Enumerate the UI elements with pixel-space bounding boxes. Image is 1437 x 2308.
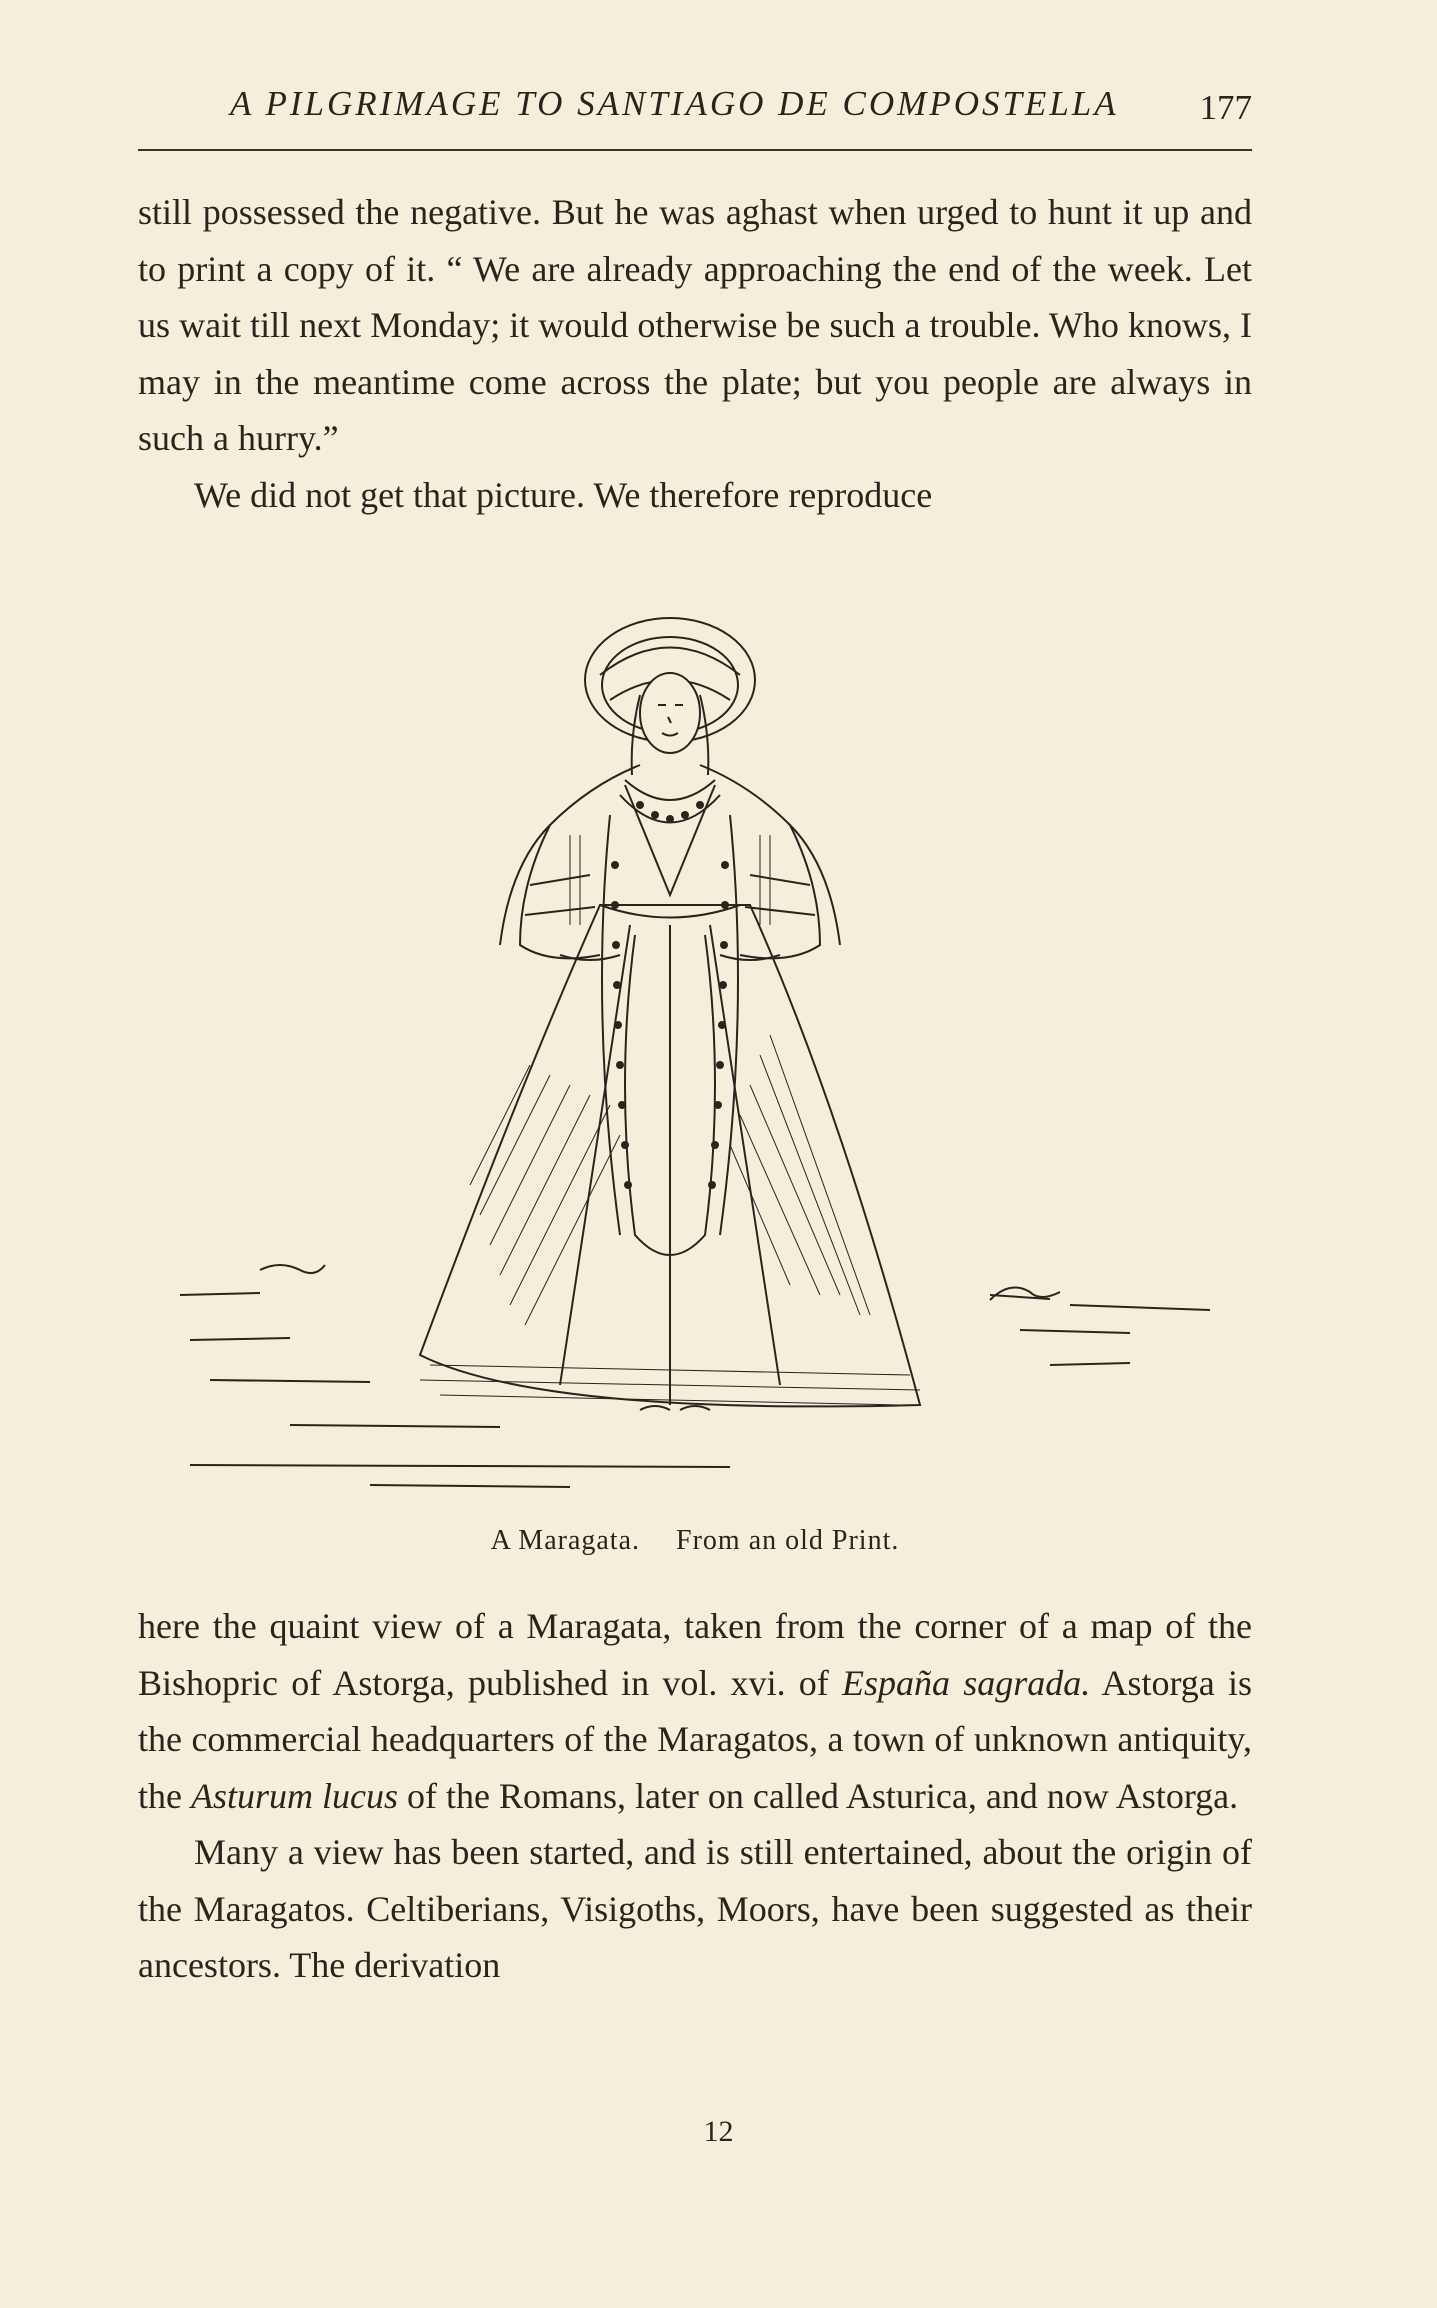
signature-mark: 12 — [703, 2115, 734, 2148]
paragraph: Many a view has been started, and is still entertained, about the origin of the Maragatos. Celtiberians, Visigoths, Moors, have been suggested as their ancestors. The derivation — [138, 1832, 1252, 1985]
text-block-bottom — [138, 1598, 1252, 1994]
running-head — [138, 84, 1252, 128]
text-block-top — [138, 184, 1252, 523]
italic-latin: Asturum lucus — [190, 1775, 398, 1816]
text-run: of the Romans, later on called Asturica, and now Astorga. — [397, 1775, 1239, 1816]
header-rule — [138, 149, 1252, 151]
caption-source: From an old Print. — [676, 1525, 900, 1556]
italic-title: España sagrada. — [841, 1662, 1091, 1703]
paragraph: still possessed the negative. But he was aghast when urged to hunt it up and to print a copy of it. “ We are already approaching the end of the week. Let us wait till next Monday; it would otherwise be such a trouble. Who knows, I may in the meantime come across the plate; but you people are always in such a hurry.” — [138, 192, 1252, 458]
maragata-illustration — [170, 605, 1250, 1520]
paragraph — [138, 1598, 1252, 1824]
caption-title: A Maragata. — [490, 1525, 641, 1556]
page-number: 177 — [1199, 88, 1252, 127]
text-run: here the quaint view of a Maragata, taken from the corner of a map of the Bishopric of Astorga, published in vol. xvi. of — [138, 1606, 1252, 1703]
paragraph: We did not get that picture. We therefore reproduce — [194, 474, 933, 515]
running-title: A PILGRIMAGE TO SANTIAGO DE COMPOSTELLA — [230, 84, 1119, 123]
figure-caption — [138, 1525, 1252, 1557]
text-run: Astorga is the commercial headquarters of the Maragatos, a town of unknown antiquity, the — [138, 1662, 1252, 1816]
